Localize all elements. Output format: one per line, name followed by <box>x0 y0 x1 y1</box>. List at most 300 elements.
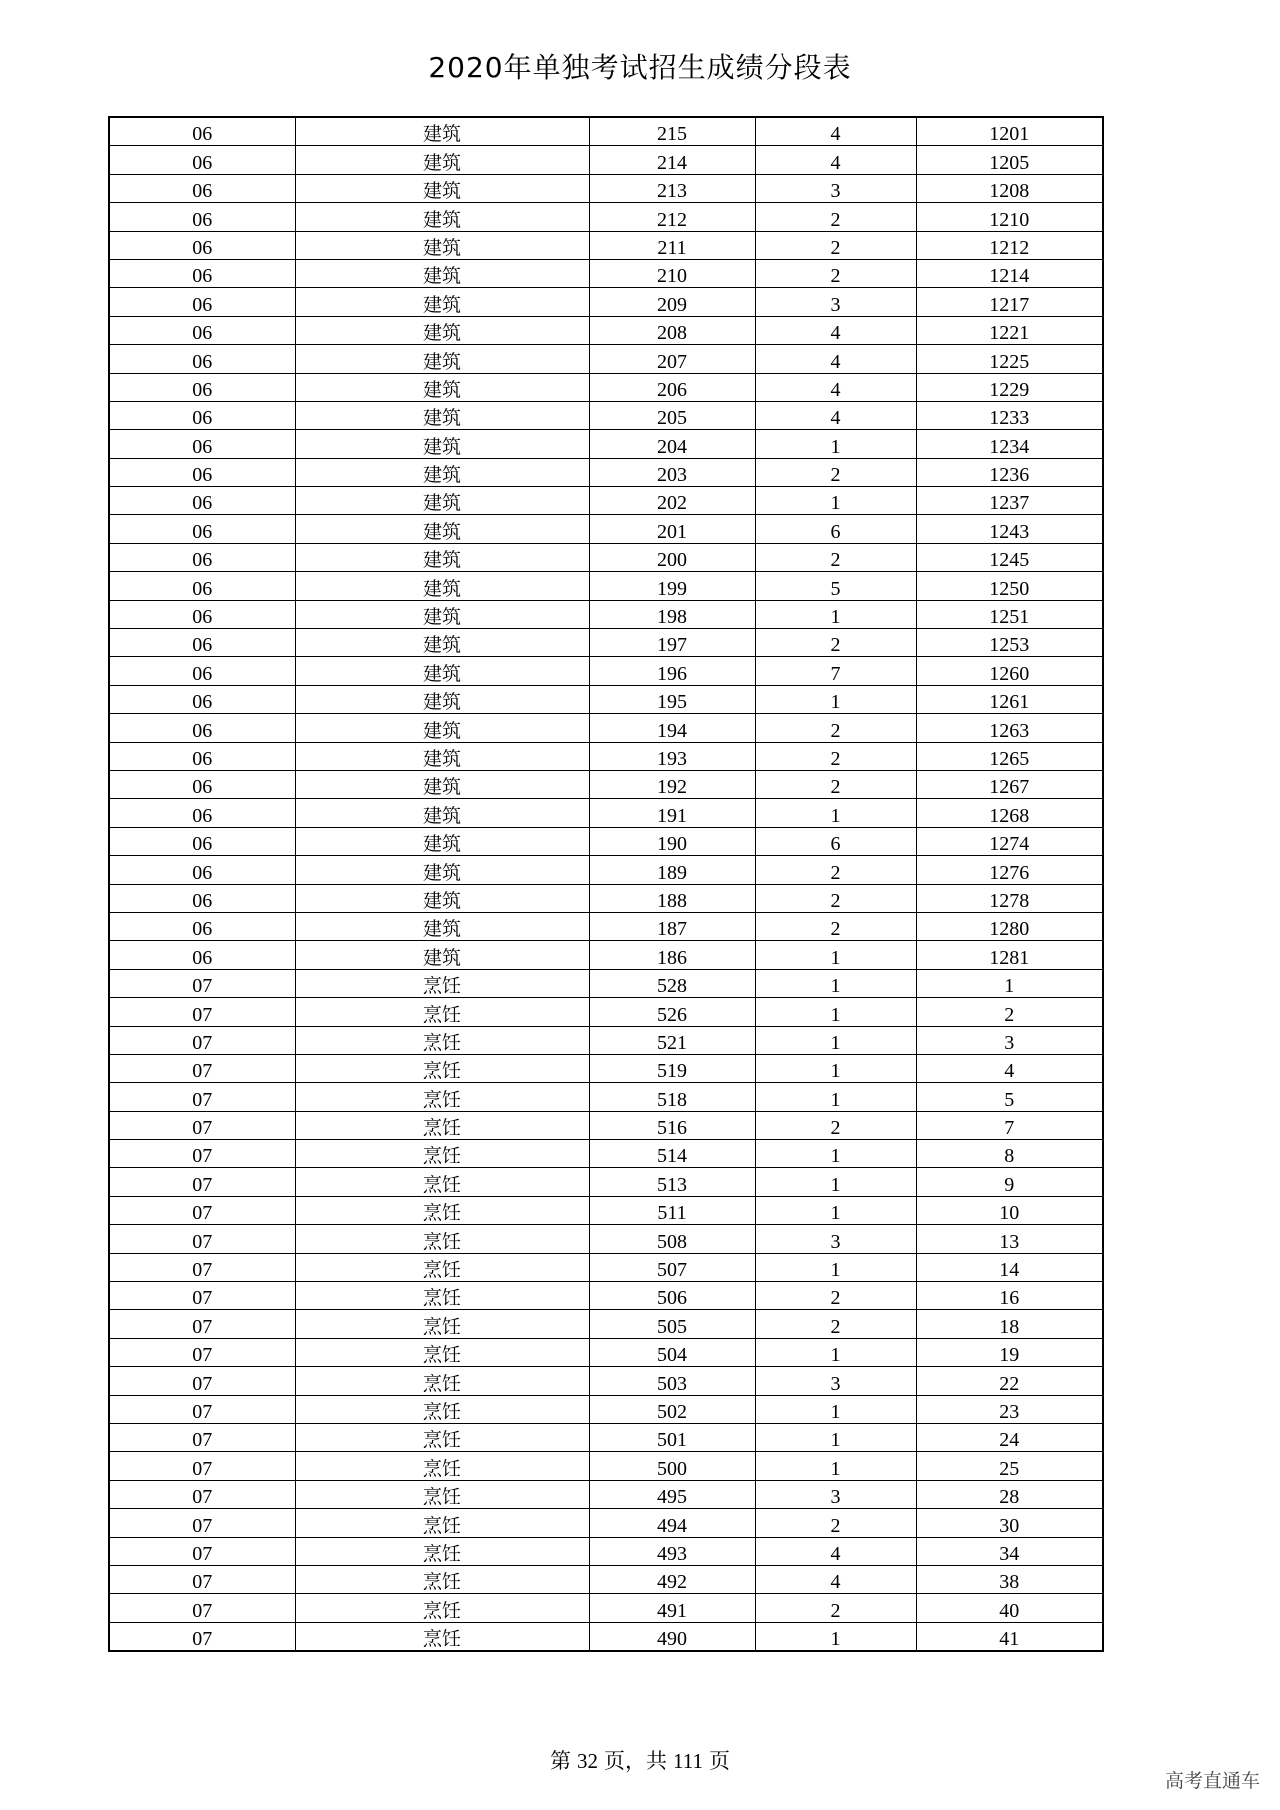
cumulative-cell: 5 <box>916 1083 1103 1111</box>
major-cell: 烹饪 <box>295 1395 589 1423</box>
cumulative-cell: 1234 <box>916 430 1103 458</box>
category-code-cell: 07 <box>109 1196 295 1224</box>
major-cell: 建筑 <box>295 799 589 827</box>
table-row <box>109 600 1103 628</box>
major-cell: 建筑 <box>295 430 589 458</box>
count-cell: 2 <box>755 543 916 571</box>
category-code-cell: 06 <box>109 146 295 174</box>
major-cell: 烹饪 <box>295 1594 589 1622</box>
cumulative-cell: 22 <box>916 1367 1103 1395</box>
major-cell: 烹饪 <box>295 1083 589 1111</box>
count-cell: 4 <box>755 373 916 401</box>
count-cell: 2 <box>755 259 916 287</box>
score-cell: 191 <box>589 799 755 827</box>
cumulative-cell: 16 <box>916 1282 1103 1310</box>
category-code-cell: 07 <box>109 1565 295 1593</box>
footer-page-number: 32 <box>577 1749 599 1773</box>
table-row <box>109 770 1103 798</box>
score-cell: 501 <box>589 1423 755 1451</box>
category-code-cell: 06 <box>109 543 295 571</box>
category-code-cell: 07 <box>109 1253 295 1281</box>
score-cell: 198 <box>589 600 755 628</box>
category-code-cell: 06 <box>109 685 295 713</box>
count-cell: 1 <box>755 941 916 969</box>
table-row <box>109 572 1103 600</box>
category-code-cell: 06 <box>109 600 295 628</box>
table-row <box>109 288 1103 316</box>
score-cell: 203 <box>589 458 755 486</box>
category-code-cell: 06 <box>109 856 295 884</box>
score-cell: 214 <box>589 146 755 174</box>
cumulative-cell: 1260 <box>916 657 1103 685</box>
count-cell: 2 <box>755 1111 916 1139</box>
score-cell: 193 <box>589 742 755 770</box>
category-code-cell: 07 <box>109 1083 295 1111</box>
major-cell: 建筑 <box>295 600 589 628</box>
cumulative-cell: 14 <box>916 1253 1103 1281</box>
score-cell: 201 <box>589 515 755 543</box>
score-cell: 202 <box>589 487 755 515</box>
count-cell: 2 <box>755 1310 916 1338</box>
major-cell: 建筑 <box>295 174 589 202</box>
category-code-cell: 07 <box>109 1225 295 1253</box>
count-cell: 1 <box>755 685 916 713</box>
major-cell: 烹饪 <box>295 1225 589 1253</box>
score-cell: 208 <box>589 316 755 344</box>
table-row <box>109 1395 1103 1423</box>
major-cell: 建筑 <box>295 259 589 287</box>
category-code-cell: 07 <box>109 1338 295 1366</box>
category-code-cell: 06 <box>109 117 295 146</box>
score-cell: 513 <box>589 1168 755 1196</box>
count-cell: 4 <box>755 401 916 429</box>
major-cell: 烹饪 <box>295 1310 589 1338</box>
score-cell: 490 <box>589 1622 755 1651</box>
count-cell: 2 <box>755 231 916 259</box>
cumulative-cell: 1237 <box>916 487 1103 515</box>
major-cell: 烹饪 <box>295 1168 589 1196</box>
score-cell: 521 <box>589 1026 755 1054</box>
category-code-cell: 06 <box>109 487 295 515</box>
table-row <box>109 912 1103 940</box>
table-row <box>109 1338 1103 1366</box>
table-row <box>109 799 1103 827</box>
table-row <box>109 1594 1103 1622</box>
count-cell: 1 <box>755 600 916 628</box>
table-row <box>109 1622 1103 1651</box>
count-cell: 1 <box>755 1452 916 1480</box>
score-cell: 507 <box>589 1253 755 1281</box>
cumulative-cell: 19 <box>916 1338 1103 1366</box>
cumulative-cell: 38 <box>916 1565 1103 1593</box>
table-row <box>109 1168 1103 1196</box>
table-row <box>109 1253 1103 1281</box>
cumulative-cell: 1245 <box>916 543 1103 571</box>
major-cell: 建筑 <box>295 288 589 316</box>
score-cell: 511 <box>589 1196 755 1224</box>
count-cell: 2 <box>755 1594 916 1622</box>
score-cell: 215 <box>589 117 755 146</box>
category-code-cell: 07 <box>109 1480 295 1508</box>
major-cell: 建筑 <box>295 742 589 770</box>
score-cell: 493 <box>589 1537 755 1565</box>
count-cell: 2 <box>755 1509 916 1537</box>
major-cell: 烹饪 <box>295 1196 589 1224</box>
count-cell: 1 <box>755 1083 916 1111</box>
major-cell: 建筑 <box>295 373 589 401</box>
cumulative-cell: 1201 <box>916 117 1103 146</box>
cumulative-cell: 1221 <box>916 316 1103 344</box>
table-row <box>109 1282 1103 1310</box>
table-row <box>109 373 1103 401</box>
score-cell: 526 <box>589 998 755 1026</box>
category-code-cell: 06 <box>109 742 295 770</box>
count-cell: 1 <box>755 430 916 458</box>
category-code-cell: 06 <box>109 458 295 486</box>
table-row <box>109 998 1103 1026</box>
score-cell: 187 <box>589 912 755 940</box>
cumulative-cell: 1261 <box>916 685 1103 713</box>
category-code-cell: 06 <box>109 827 295 855</box>
cumulative-cell: 1205 <box>916 146 1103 174</box>
cumulative-cell: 1214 <box>916 259 1103 287</box>
score-cell: 196 <box>589 657 755 685</box>
cumulative-cell: 3 <box>916 1026 1103 1054</box>
count-cell: 4 <box>755 345 916 373</box>
table-row <box>109 1083 1103 1111</box>
category-code-cell: 07 <box>109 1395 295 1423</box>
table-body <box>109 117 1103 1651</box>
major-cell: 建筑 <box>295 345 589 373</box>
major-cell: 建筑 <box>295 203 589 231</box>
major-cell: 建筑 <box>295 316 589 344</box>
category-code-cell: 06 <box>109 884 295 912</box>
count-cell: 1 <box>755 1395 916 1423</box>
table-row <box>109 487 1103 515</box>
category-code-cell: 06 <box>109 770 295 798</box>
category-code-cell: 06 <box>109 203 295 231</box>
score-cell: 195 <box>589 685 755 713</box>
count-cell: 2 <box>755 912 916 940</box>
cumulative-cell: 1243 <box>916 515 1103 543</box>
count-cell: 2 <box>755 458 916 486</box>
category-code-cell: 07 <box>109 1509 295 1537</box>
major-cell: 建筑 <box>295 487 589 515</box>
category-code-cell: 07 <box>109 1594 295 1622</box>
cumulative-cell: 10 <box>916 1196 1103 1224</box>
category-code-cell: 06 <box>109 174 295 202</box>
score-cell: 504 <box>589 1338 755 1366</box>
category-code-cell: 07 <box>109 1054 295 1082</box>
major-cell: 建筑 <box>295 912 589 940</box>
major-cell: 建筑 <box>295 827 589 855</box>
table-row <box>109 117 1103 146</box>
table-row <box>109 1225 1103 1253</box>
score-cell: 212 <box>589 203 755 231</box>
major-cell: 烹饪 <box>295 1423 589 1451</box>
score-cell: 206 <box>589 373 755 401</box>
table-row <box>109 856 1103 884</box>
category-code-cell: 07 <box>109 1423 295 1451</box>
count-cell: 4 <box>755 1537 916 1565</box>
cumulative-cell: 41 <box>916 1622 1103 1651</box>
cumulative-cell: 18 <box>916 1310 1103 1338</box>
count-cell: 3 <box>755 1225 916 1253</box>
score-cell: 189 <box>589 856 755 884</box>
score-cell: 506 <box>589 1282 755 1310</box>
major-cell: 建筑 <box>295 770 589 798</box>
category-code-cell: 07 <box>109 1537 295 1565</box>
major-cell: 烹饪 <box>295 1509 589 1537</box>
count-cell: 7 <box>755 657 916 685</box>
table-row <box>109 174 1103 202</box>
cumulative-cell: 1278 <box>916 884 1103 912</box>
category-code-cell: 06 <box>109 572 295 600</box>
cumulative-cell: 1208 <box>916 174 1103 202</box>
category-code-cell: 07 <box>109 998 295 1026</box>
major-cell: 烹饪 <box>295 1452 589 1480</box>
category-code-cell: 06 <box>109 345 295 373</box>
cumulative-cell: 25 <box>916 1452 1103 1480</box>
score-cell: 528 <box>589 969 755 997</box>
score-cell: 200 <box>589 543 755 571</box>
count-cell: 1 <box>755 1168 916 1196</box>
cumulative-cell: 9 <box>916 1168 1103 1196</box>
score-cell: 204 <box>589 430 755 458</box>
count-cell: 1 <box>755 487 916 515</box>
count-cell: 4 <box>755 146 916 174</box>
count-cell: 6 <box>755 827 916 855</box>
table-row <box>109 1565 1103 1593</box>
count-cell: 3 <box>755 1480 916 1508</box>
score-cell: 211 <box>589 231 755 259</box>
cumulative-cell: 1265 <box>916 742 1103 770</box>
major-cell: 建筑 <box>295 401 589 429</box>
category-code-cell: 07 <box>109 1310 295 1338</box>
category-code-cell: 06 <box>109 714 295 742</box>
count-cell: 1 <box>755 1196 916 1224</box>
count-cell: 4 <box>755 1565 916 1593</box>
cumulative-cell: 40 <box>916 1594 1103 1622</box>
score-cell: 494 <box>589 1509 755 1537</box>
score-cell: 207 <box>589 345 755 373</box>
count-cell: 1 <box>755 1054 916 1082</box>
cumulative-cell: 1253 <box>916 629 1103 657</box>
count-cell: 2 <box>755 742 916 770</box>
major-cell: 建筑 <box>295 117 589 146</box>
category-code-cell: 06 <box>109 259 295 287</box>
watermark-text: 高考直通车 <box>1164 1770 1260 1792</box>
category-code-cell: 06 <box>109 288 295 316</box>
score-cell: 500 <box>589 1452 755 1480</box>
count-cell: 6 <box>755 515 916 543</box>
major-cell: 建筑 <box>295 941 589 969</box>
count-cell: 2 <box>755 856 916 884</box>
footer-prefix: 第 <box>550 1749 572 1773</box>
major-cell: 建筑 <box>295 458 589 486</box>
table-row <box>109 1480 1103 1508</box>
category-code-cell: 06 <box>109 941 295 969</box>
score-cell: 514 <box>589 1140 755 1168</box>
major-cell: 建筑 <box>295 884 589 912</box>
major-cell: 建筑 <box>295 714 589 742</box>
category-code-cell: 06 <box>109 316 295 344</box>
score-cell: 502 <box>589 1395 755 1423</box>
cumulative-cell: 1276 <box>916 856 1103 884</box>
footer-middle: 页，共 <box>604 1749 668 1773</box>
score-cell: 190 <box>589 827 755 855</box>
cumulative-cell: 1268 <box>916 799 1103 827</box>
table-row <box>109 316 1103 344</box>
major-cell: 建筑 <box>295 629 589 657</box>
count-cell: 4 <box>755 117 916 146</box>
score-cell: 186 <box>589 941 755 969</box>
cumulative-cell: 1280 <box>916 912 1103 940</box>
category-code-cell: 06 <box>109 515 295 543</box>
major-cell: 烹饪 <box>295 998 589 1026</box>
count-cell: 2 <box>755 203 916 231</box>
major-cell: 烹饪 <box>295 1622 589 1651</box>
score-cell: 199 <box>589 572 755 600</box>
footer-total-pages: 111 <box>673 1749 703 1773</box>
table-row <box>109 629 1103 657</box>
major-cell: 烹饪 <box>295 1338 589 1366</box>
score-cell: 205 <box>589 401 755 429</box>
count-cell: 2 <box>755 884 916 912</box>
cumulative-cell: 24 <box>916 1423 1103 1451</box>
table-row <box>109 146 1103 174</box>
table-row <box>109 1367 1103 1395</box>
major-cell: 烹饪 <box>295 1140 589 1168</box>
cumulative-cell: 2 <box>916 998 1103 1026</box>
category-code-cell: 06 <box>109 231 295 259</box>
table-row <box>109 1026 1103 1054</box>
score-cell: 505 <box>589 1310 755 1338</box>
table-row <box>109 714 1103 742</box>
major-cell: 烹饪 <box>295 969 589 997</box>
cumulative-cell: 1250 <box>916 572 1103 600</box>
count-cell: 2 <box>755 714 916 742</box>
major-cell: 烹饪 <box>295 1253 589 1281</box>
major-cell: 建筑 <box>295 146 589 174</box>
cumulative-cell: 34 <box>916 1537 1103 1565</box>
major-cell: 建筑 <box>295 856 589 884</box>
count-cell: 2 <box>755 770 916 798</box>
score-cell: 518 <box>589 1083 755 1111</box>
cumulative-cell: 30 <box>916 1509 1103 1537</box>
cumulative-cell: 23 <box>916 1395 1103 1423</box>
score-cell: 188 <box>589 884 755 912</box>
count-cell: 1 <box>755 969 916 997</box>
table-row <box>109 685 1103 713</box>
category-code-cell: 06 <box>109 373 295 401</box>
score-cell: 508 <box>589 1225 755 1253</box>
count-cell: 3 <box>755 1367 916 1395</box>
major-cell: 烹饪 <box>295 1565 589 1593</box>
major-cell: 烹饪 <box>295 1367 589 1395</box>
category-code-cell: 06 <box>109 912 295 940</box>
score-cell: 210 <box>589 259 755 287</box>
major-cell: 建筑 <box>295 657 589 685</box>
table-row <box>109 231 1103 259</box>
page-footer <box>0 1747 1280 1775</box>
score-cell: 503 <box>589 1367 755 1395</box>
table-row <box>109 1140 1103 1168</box>
cumulative-cell: 8 <box>916 1140 1103 1168</box>
table-row <box>109 1310 1103 1338</box>
major-cell: 建筑 <box>295 231 589 259</box>
cumulative-cell: 1 <box>916 969 1103 997</box>
count-cell: 3 <box>755 288 916 316</box>
major-cell: 烹饪 <box>295 1282 589 1310</box>
count-cell: 5 <box>755 572 916 600</box>
table-row <box>109 1452 1103 1480</box>
table-row <box>109 1111 1103 1139</box>
cumulative-cell: 13 <box>916 1225 1103 1253</box>
score-cell: 495 <box>589 1480 755 1508</box>
table-row <box>109 657 1103 685</box>
table-row <box>109 430 1103 458</box>
table-row <box>109 401 1103 429</box>
cumulative-cell: 1263 <box>916 714 1103 742</box>
category-code-cell: 07 <box>109 1622 295 1651</box>
cumulative-cell: 1274 <box>916 827 1103 855</box>
score-cell: 492 <box>589 1565 755 1593</box>
major-cell: 烹饪 <box>295 1054 589 1082</box>
cumulative-cell: 1225 <box>916 345 1103 373</box>
count-cell: 1 <box>755 1026 916 1054</box>
cumulative-cell: 1251 <box>916 600 1103 628</box>
score-cell: 194 <box>589 714 755 742</box>
count-cell: 1 <box>755 1253 916 1281</box>
cumulative-cell: 1267 <box>916 770 1103 798</box>
table-row <box>109 1423 1103 1451</box>
table-row <box>109 742 1103 770</box>
table-row <box>109 1196 1103 1224</box>
table-row <box>109 458 1103 486</box>
category-code-cell: 07 <box>109 1026 295 1054</box>
cumulative-cell: 1233 <box>916 401 1103 429</box>
category-code-cell: 06 <box>109 657 295 685</box>
count-cell: 1 <box>755 1140 916 1168</box>
count-cell: 3 <box>755 174 916 202</box>
cumulative-cell: 1210 <box>916 203 1103 231</box>
score-cell: 209 <box>589 288 755 316</box>
table-row <box>109 827 1103 855</box>
category-code-cell: 06 <box>109 401 295 429</box>
major-cell: 烹饪 <box>295 1026 589 1054</box>
count-cell: 4 <box>755 316 916 344</box>
table-row <box>109 203 1103 231</box>
major-cell: 烹饪 <box>295 1537 589 1565</box>
major-cell: 烹饪 <box>295 1480 589 1508</box>
score-cell: 213 <box>589 174 755 202</box>
cumulative-cell: 7 <box>916 1111 1103 1139</box>
table-row <box>109 969 1103 997</box>
major-cell: 烹饪 <box>295 1111 589 1139</box>
major-cell: 建筑 <box>295 572 589 600</box>
major-cell: 建筑 <box>295 543 589 571</box>
category-code-cell: 06 <box>109 799 295 827</box>
table-row <box>109 1054 1103 1082</box>
score-cell: 192 <box>589 770 755 798</box>
count-cell: 2 <box>755 1282 916 1310</box>
cumulative-cell: 1217 <box>916 288 1103 316</box>
score-distribution-table <box>108 116 1104 1652</box>
category-code-cell: 07 <box>109 1168 295 1196</box>
table-row <box>109 941 1103 969</box>
table-row <box>109 543 1103 571</box>
